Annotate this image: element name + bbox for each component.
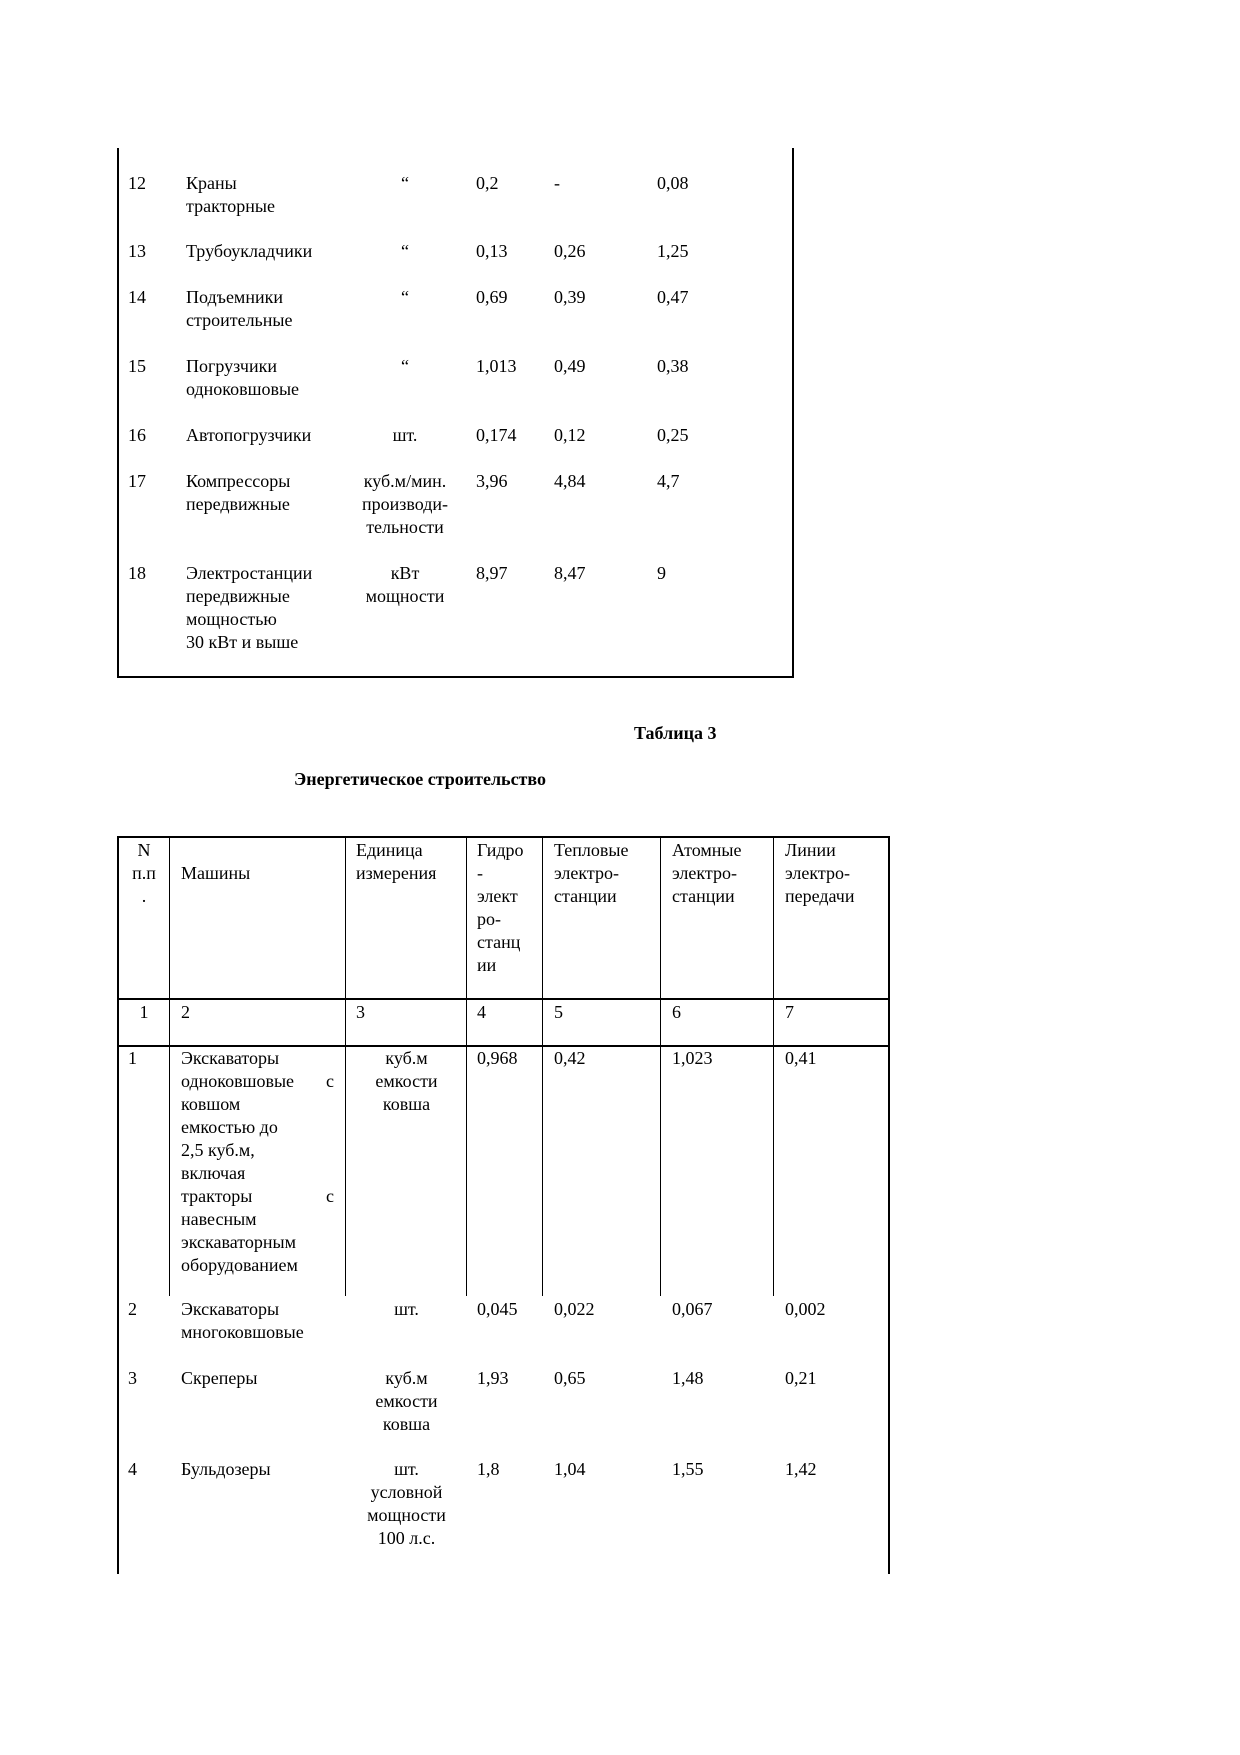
t3-header-divider (117, 998, 890, 1000)
t3-header-unit: Единица измерения (356, 840, 437, 883)
t3-row-4-name: Бульдозеры (181, 1459, 271, 1479)
t3-row-1-name-line: одноковшовые (181, 1071, 295, 1091)
t2-row-17-name: Компрессоры передвижные (186, 471, 291, 514)
t2-row-13-v2: 0,26 (554, 241, 586, 261)
t3-header-machines: Машины (181, 863, 251, 883)
t3-col-sep-5 (660, 836, 661, 1296)
t3-row-4-v4: 1,42 (785, 1459, 817, 1479)
t2-row-12-name: Краны тракторные (186, 173, 275, 216)
t2-row-14-v3: 0,47 (657, 287, 689, 307)
t3-colnum-1: 1 (139, 1002, 149, 1022)
t3-header-nuclear: Атомные электро- станции (672, 840, 742, 906)
t2-row-14-unit: “ (401, 287, 409, 307)
t3-row-3-v3: 1,48 (672, 1368, 704, 1388)
t3-top-border (117, 836, 890, 838)
t2-row-17-v1: 3,96 (476, 471, 508, 491)
t3-colnum-6: 6 (672, 1002, 681, 1022)
t3-row-3-name: Скреперы (181, 1368, 258, 1388)
t3-row-2-v1: 0,045 (477, 1299, 518, 1319)
t3-col-sep-2 (345, 836, 346, 1296)
t3-header-lines: Линии электро- передачи (785, 840, 855, 906)
t3-row-4-v3: 1,55 (672, 1459, 704, 1479)
t3-col-sep-6 (773, 836, 774, 1296)
t3-right-border (888, 836, 890, 1574)
t2-row-13-n: 13 (128, 241, 146, 261)
t3-col-sep-3 (466, 836, 467, 1296)
t2-row-15-v2: 0,49 (554, 356, 586, 376)
t3-row-3-v2: 0,65 (554, 1368, 586, 1388)
t2-row-16-name: Автопогрузчики (186, 425, 312, 445)
t2-row-18-v2: 8,47 (554, 563, 586, 583)
table2-left-border (117, 148, 119, 677)
t3-row-3-v1: 1,93 (477, 1368, 509, 1388)
t3-row-1-unit: куб.м емкости ковша (375, 1048, 438, 1114)
t3-row-1-name-line: навесным (181, 1209, 257, 1229)
t2-row-16-v3: 0,25 (657, 425, 689, 445)
t3-row-1-name-line: 2,5 куб.м, (181, 1140, 255, 1160)
t2-row-14-v1: 0,69 (476, 287, 508, 307)
t3-colnum-2: 2 (181, 1002, 190, 1022)
t2-row-18-v1: 8,97 (476, 563, 508, 583)
t2-row-14-name: Подъемники строительные (186, 287, 293, 330)
t3-colnum-4: 4 (477, 1002, 486, 1022)
t2-row-12-v2: - (554, 173, 560, 193)
table3-title: Энергетическое строительство (294, 769, 546, 789)
t2-row-14-n: 14 (128, 287, 146, 307)
t2-row-12-n: 12 (128, 173, 146, 193)
t3-row-2-name: Экскаваторы многоковшовые (181, 1299, 304, 1342)
t3-row-1-name-line: оборудованием (181, 1255, 298, 1275)
t2-row-18-name: Электростанции передвижные мощностью 30 кВт и выше (186, 563, 313, 652)
t2-row-13-v3: 1,25 (657, 241, 689, 261)
t3-row-4-unit: шт. условной мощности 100 л.с. (367, 1459, 446, 1548)
t3-row-4-v2: 1,04 (554, 1459, 586, 1479)
t2-row-12-v3: 0,08 (657, 173, 689, 193)
t2-row-15-unit: “ (401, 356, 409, 376)
t3-row-1-v4: 0,41 (785, 1048, 817, 1068)
t3-row-1-name-line: ковшом (181, 1094, 241, 1114)
t2-row-17-unit: куб.м/мин. производи- тельности (361, 471, 449, 537)
t2-row-16-unit: шт. (392, 425, 418, 445)
t3-row-4-n: 4 (128, 1459, 137, 1479)
t3-row-3-n: 3 (128, 1368, 137, 1388)
t3-header-thermal: Тепловые электро- станции (554, 840, 629, 906)
t3-row-2-unit: шт. (394, 1299, 419, 1319)
t2-row-15-n: 15 (128, 356, 146, 376)
t2-row-15-v1: 1,013 (476, 356, 517, 376)
t3-row-1-v2: 0,42 (554, 1048, 586, 1068)
t2-row-13-v1: 0,13 (476, 241, 508, 261)
t2-row-14-v2: 0,39 (554, 287, 586, 307)
t3-row-2-v2: 0,022 (554, 1299, 595, 1319)
t2-row-13-name: Трубоукладчики (186, 241, 313, 261)
t2-row-16-v2: 0,12 (554, 425, 586, 445)
t2-row-18-n: 18 (128, 563, 146, 583)
t2-row-17-v3: 4,7 (657, 471, 680, 491)
t3-colnum-5: 5 (554, 1002, 563, 1022)
t3-row-2-n: 2 (128, 1299, 137, 1319)
t2-row-13-unit: “ (401, 241, 409, 261)
t3-col-sep-4 (542, 836, 543, 1296)
table2-right-border (792, 148, 794, 677)
t3-header-npp: N п.п . (132, 840, 156, 906)
t3-row-1-name-line: Экскаваторы (181, 1048, 280, 1068)
t2-row-17-n: 17 (128, 471, 146, 491)
t3-left-border (117, 836, 119, 1574)
table3-label: Таблица 3 (634, 723, 717, 743)
t3-row-1-name-line: тракторы (181, 1186, 253, 1206)
t3-row-1-v3: 1,023 (672, 1048, 713, 1068)
t3-header-hydro: Гидро - элект ро- станц ии (477, 840, 524, 975)
table2-bottom-border (117, 676, 794, 678)
t3-row-4-v1: 1,8 (477, 1459, 500, 1479)
t2-row-18-unit: кВт мощности (365, 563, 445, 606)
t3-row-2-v3: 0,067 (672, 1299, 713, 1319)
t3-row-1-n: 1 (128, 1048, 137, 1068)
t2-row-15-name: Погрузчики одноковшовые (186, 356, 300, 399)
t2-row-15-v3: 0,38 (657, 356, 689, 376)
t3-row-2-v4: 0,002 (785, 1299, 826, 1319)
t3-row-1-name-line: включая (181, 1163, 246, 1183)
t3-row-1-v1: 0,968 (477, 1048, 518, 1068)
t2-row-12-v1: 0,2 (476, 173, 499, 193)
t3-row-1-name-line: экскаваторным (181, 1232, 297, 1252)
t3-row-1-name-line-end: с (326, 1071, 334, 1091)
t3-row-3-unit: куб.м емкости ковша (375, 1368, 438, 1434)
t3-colnum-3: 3 (356, 1002, 365, 1022)
t2-row-16-n: 16 (128, 425, 146, 445)
t2-row-12-unit: “ (401, 173, 409, 193)
t3-colnum-7: 7 (785, 1002, 794, 1022)
t3-col-sep-1 (169, 836, 170, 1296)
t2-row-16-v1: 0,174 (476, 425, 517, 445)
t3-row-1-name-line-end: с (326, 1186, 334, 1206)
t3-row-1-name-line: емкостью до (181, 1117, 278, 1137)
t2-row-17-v2: 4,84 (554, 471, 586, 491)
t3-row-3-v4: 0,21 (785, 1368, 817, 1388)
t2-row-18-v3: 9 (657, 563, 666, 583)
